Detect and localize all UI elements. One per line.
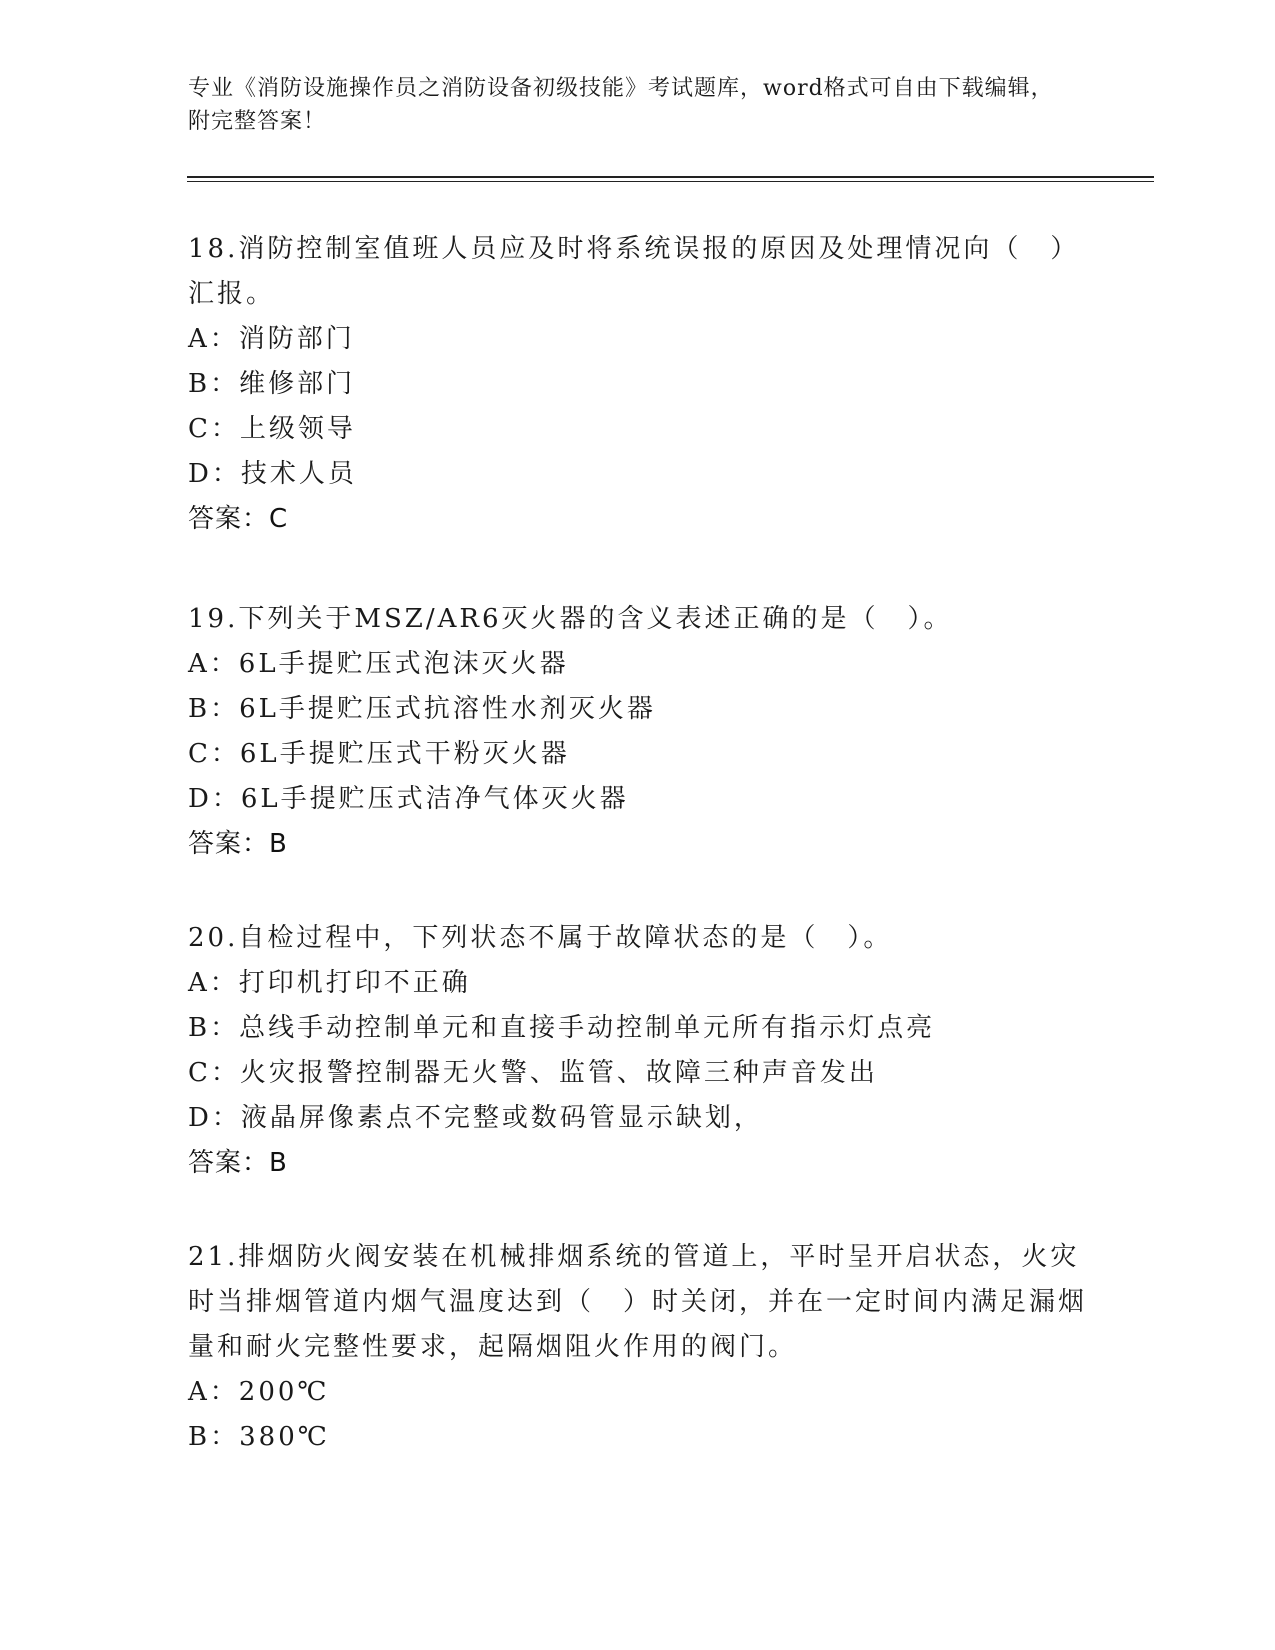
- option-a: A：消防部门: [188, 324, 355, 354]
- option-b: B：6L手提贮压式抗溶性水剂灭火器: [188, 694, 656, 724]
- option-b: B：380℃: [188, 1422, 330, 1452]
- question-stem: 19.下列关于MSZ/AR6灭火器的含义表述正确的是（ ）。: [188, 604, 953, 634]
- question-18: [188, 227, 1088, 542]
- option-c: C：6L手提贮压式干粉灭火器: [188, 739, 570, 769]
- question-stem: 18.消防控制室值班人员应及时将系统误报的原因及处理情况向（ ）汇报。: [188, 234, 1080, 309]
- answer: 答案：B: [188, 829, 288, 859]
- question-stem: 21.排烟防火阀安装在机械排烟系统的管道上，平时呈开启状态，火灾时当排烟管道内烟气温度达到（ ）时关闭，并在一定时间内满足漏烟量和耐火完整性要求，起隔烟阻火作用的阀门。: [188, 1242, 1088, 1362]
- option-c: C：火灾报警控制器无火警、监管、故障三种声音发出: [188, 1058, 878, 1088]
- answer: 答案：B: [188, 1148, 288, 1178]
- option-a: A：打印机打印不正确: [188, 968, 471, 998]
- question-21: [188, 1235, 1088, 1460]
- option-d: D：液晶屏像素点不完整或数码管显示缺划，: [188, 1103, 763, 1133]
- option-d: D：6L手提贮压式洁净气体灭火器: [188, 784, 629, 814]
- answer: 答案：C: [188, 504, 289, 534]
- option-b: B：维修部门: [188, 369, 356, 399]
- option-a: A：200℃: [188, 1377, 330, 1407]
- option-c: C：上级领导: [188, 414, 356, 444]
- question-19: [188, 597, 1088, 867]
- option-d: D：技术人员: [188, 459, 357, 489]
- option-a: A：6L手提贮压式泡沫灭火器: [188, 649, 569, 679]
- header-divider-thin: [187, 181, 1154, 182]
- option-b: B：总线手动控制单元和直接手动控制单元所有指示灯点亮: [188, 1013, 936, 1043]
- question-20: [188, 916, 1088, 1186]
- question-stem: 20.自检过程中，下列状态不属于故障状态的是（ ）。: [188, 923, 893, 953]
- header-divider: [187, 176, 1154, 178]
- document-header: 专业《消防设施操作员之消防设备初级技能》考试题库，word格式可自由下载编辑，附完整答案！: [188, 76, 1054, 134]
